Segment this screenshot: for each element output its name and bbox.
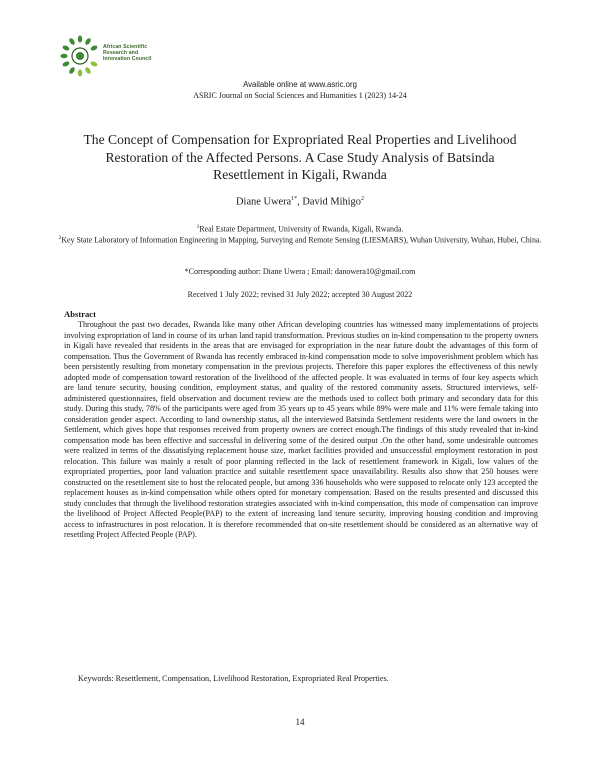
available-online: Available online at www.asric.org	[243, 80, 357, 89]
author-name: David Mihigo	[302, 196, 361, 208]
logo-line: Research and	[103, 50, 139, 57]
article-dates: Received 1 July 2022; revised 31 July 2022; accepted 30 August 2022	[187, 290, 413, 299]
logo-text	[103, 44, 152, 63]
author-name: Diane Uwera	[236, 196, 292, 208]
author-separator: ,	[297, 196, 303, 208]
logo-line: African Scientific	[103, 44, 148, 50]
journal-citation: ASRIC Journal on Social Sciences and Humanities 1 (2023) 14-24	[193, 91, 407, 100]
affiliation-text: Real Estate Department, University of Rwanda, Kigali, Rwanda.	[199, 224, 404, 234]
corresponding-author: *Corresponding author: Diane Uwera ; Email: danowera10@gmail.com	[184, 267, 416, 276]
author-sup: 1*	[291, 196, 298, 202]
affiliation-text: Key State Laboratory of Information Engineering in Mapping, Surveying and Remote Sensing (LIESMARS), Wuhan University, Wuhan, Hubei, China.	[61, 235, 542, 245]
affiliation-sup: 1	[196, 224, 200, 230]
logo-line: Innovation Council	[103, 56, 152, 63]
page-number: 14	[295, 717, 305, 727]
author-sup: 2	[360, 196, 364, 202]
affiliation-sup: 2	[58, 235, 62, 241]
author-line	[0, 196, 600, 207]
keywords: Keywords: Resettlement, Compensation, Livelihood Restoration, Expropriated Real Properties.	[78, 674, 389, 683]
abstract-body: Throughout the past two decades, Rwanda like many other African developing countries has witnessed many implementations of projects involving expropriation of land in course of its urban land rapid transformation. Previous studies on in-kind compensation to the property owners in Kigali have revealed that residents in the areas that are envisaged for expropriation in the near future doubt the advantages of this form of compensation. Thus the Government of Rwanda has recently embraced in-kind compensation mode to solve impoverishment problem which has been persistently resulting from monetary compensation in the previous projects. Therefore this paper explores the effectiveness of this newly adopted mode of compensation toward restoration of the livelihood of the affected people. It was evaluated in terms of four key aspects which are land tenure security, housing condition, employment status, and quality of the restored community assets. Structured interviews, self-administered questionnaires, field observation and document review are the methods used to collect both primary and secondary data for this study. During this study, 78% of the participants were aged from 35 years up to 45 years while 89% were male and 11% were female taking into consideration gender aspect. According to land ownership status, all the interviewed Batsinda Settlement residents were the land owners in the Settlement, which gives hope that responses received from property owners are correct enough.The findings of this study revealed that in-kind compensation mode has been effective and successful in delivering some of the desired output .On the other hand, some undesirable outcomes were realized in terms of the dissatisfying replacement house size, market facilities provided and unsuccessful employment restoration in post relocation. This failure was mainly a result of poor planning reflected in the lack of resettlement framework in Kigali, low values of the expropriated properties, poor land valuation practice and suitable resettlement space unavailability. Results also show that 250 houses were constructed on the resettlement site to host the relocated people, but among 336 households who were supposed to relocate only 123 accepted the replacement houses as in-kind compensation while others opted for monetary compensation. Based on the results presented and discussed this study concludes that through the livelihood restoration strategies associated with in-kind compensation, this mode of compensation can improve the livelihood of Project Affected People(PAP) to the extent of increasing land tenure security, improving housing condition and improving access to infrastructures in post relocation. It is therefore recommended that on-site resettlement should be considered as an alternative way of resettling Project Affected People (PAP).	[64, 320, 538, 540]
paper-title: The Concept of Compensation for Expropriated Real Properties and Livelihood Restoration of the Affected Persons. A Case Study Analysis of Batsinda Resettlement in Kigali, Rwanda	[83, 132, 517, 182]
affiliation	[58, 233, 542, 246]
asric-logo	[58, 32, 178, 80]
asric-leaf-wreath-icon	[58, 34, 102, 78]
abstract-heading: Abstract	[64, 309, 96, 319]
